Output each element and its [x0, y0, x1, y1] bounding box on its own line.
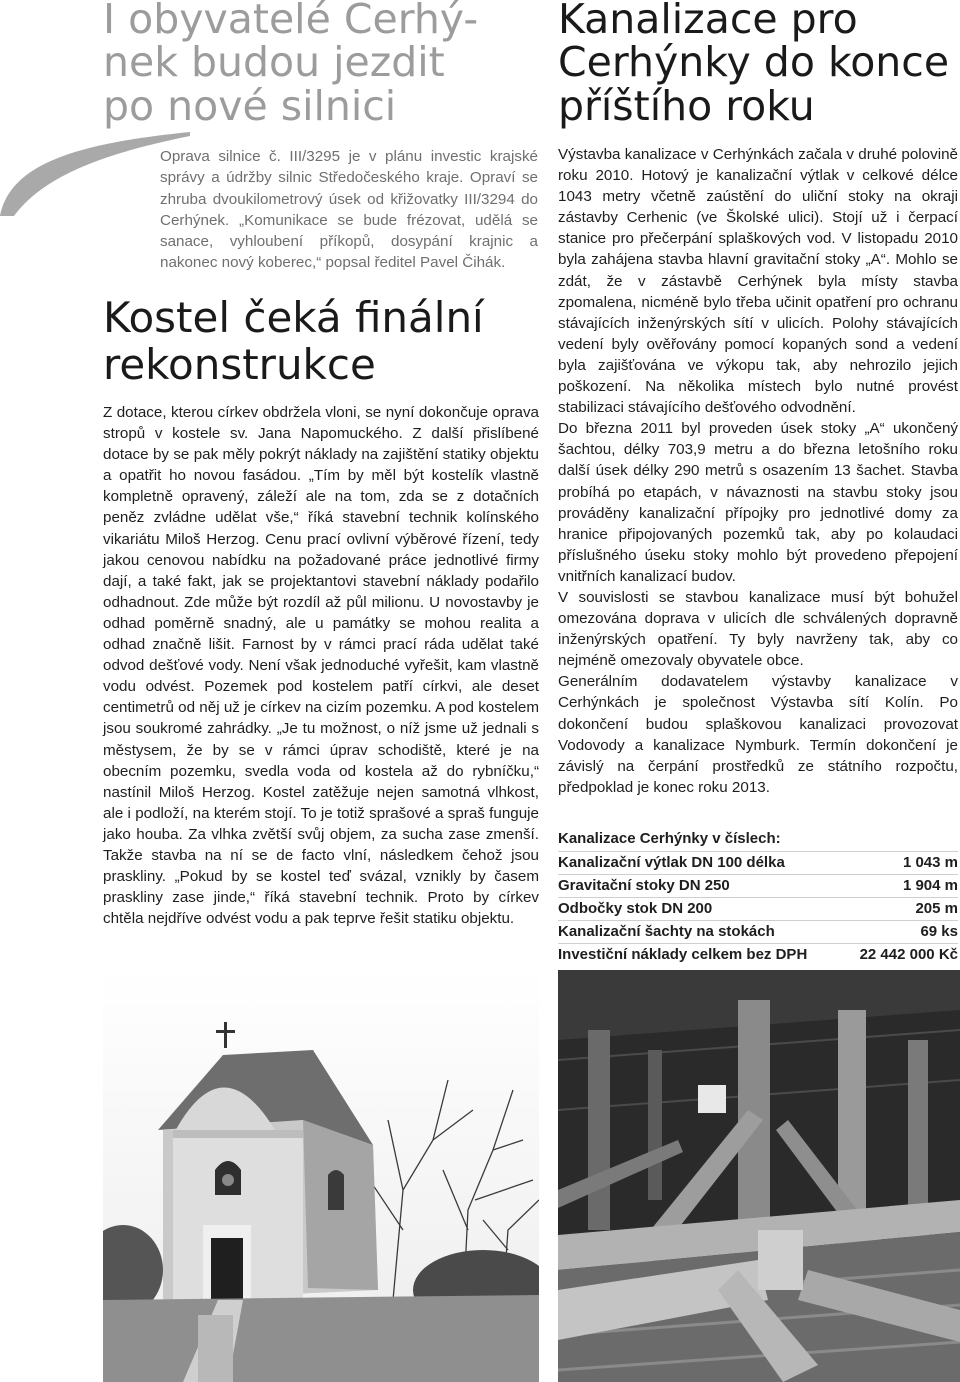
stats-row — [558, 920, 958, 943]
stats-value: 69 ks — [920, 923, 958, 940]
stats-row — [558, 851, 958, 874]
stats-heading: Kanalizace Cerhýnky v číslech: — [558, 830, 781, 847]
paragraph: Výstavba kanalizace v Cerhýnkách začala v druhé polovině roku 2010. Hotový je kanalizační výtlak v celkové délce 1043 metry včetně zaústění do uliční stoky na okraji zástavby Cerhenic (ve Školské ulici). Stojí už i čerpací stanice pro přečerpání splaškových vod. V listopadu 2010 byla zahájena stavba hlavní gravitační stoky „A“. Mohlo se zdát, že v zástavbě Cerhýnek byla místy stavba zpomalena, nicméně bylo třeba učinit opatření pro ochranu stávajících inženýrských sítí v ulicích. Polohy stávajících vedení byly ověřovány pomocí kopaných sond a vedení byla zajišťována ve výkopu tak, aby nehrozilo jejich poškození. Na několika místech bylo nutné provést stabilizaci stávajícího dešťového odvodnění. — [558, 146, 958, 417]
church-article-title — [103, 294, 543, 388]
church-photo — [103, 970, 539, 1382]
sewer-article-body — [558, 144, 958, 798]
paragraph: V souvislosti se stavbou kanalizace musí být bohužel omezována doprava v ulicích dle schválených dopravně inženýrských opatření. Ty byly navrženy tak, aby co nejméně omezovaly obyvatele obce. — [558, 588, 958, 670]
stats-label: Investiční náklady celkem bez DPH — [558, 946, 808, 963]
stats-row — [558, 943, 958, 966]
stats-value: 1 043 m — [902, 854, 958, 871]
title-line: po nové silnici — [103, 81, 397, 130]
stats-label: Gravitační stoky DN 250 — [558, 877, 730, 894]
stats-value: 205 m — [915, 900, 958, 917]
title-line: I obyvatelé Cerhý- — [103, 0, 479, 43]
church-article-body: Z dotace, kterou církev obdržela vloni, se nyní dokončuje oprava stropů v kostele sv. Jana Napomuckého. Z další přislíbené dotace by se pak měly pokrýt náklady na zajištění statiky objektu a opatřit ho novou fasádou. „Tím by měl být kostelík vlastně kompletně opravený, záleží ale na tom, zda se z dotačních peněz zvládne udělat vše,“ říká stavební technik kolínského vikariátu Miloš Herzog. Cenu prací ovlivní výběrové řízení, tedy jakou cenovou nabídku na požadované práce jednotlivé firmy dají, a také fakt, jak se projektantovi stavební náklady podařilo odhadnout. Zde může být rozdíl až půl milionu. U novostavby je odhad poměrně snadný, ale u památky se mohou realita a odhad značně lišit. Farnost by v rámci prací ráda udělat také odvod dešťové vody. Není však jednoduché vyřešit, kam vlastně vodu odvést. Pozemek pod kostelem patří církvi, ale deset centimetrů od něj už je církev na cizím pozemku. A pod kostelem jsou soukromé zahrádky. „Je tu možnost, o níž jsme už jednali s městysem, že by se v rámci úprav schodiště, které je na obecním pozemku, svedla voda od kostela až do rybníčku,“ nastínil Miloš Herzog. Kostel zatěžuje nejen samotná vlhkost, ale i podloží, na kterém stojí. To je totiž sprašové a spraš funguje jako houba. Za vlhka zvětší svůj objem, za sucha zase zmenší. Takže stavba na ní se de facto vlní, následkem čehož jsou praskliny. „Pokud by se kostel teď svázal, vznikly by časem praskliny zase jinde,“ říká stavební technik. Proto by církev chtěla nejdříve odvést vodu a pak teprve řešit statiku objektu. — [103, 404, 539, 928]
title-line: Kostel čeká finální — [103, 293, 484, 342]
stats-label: Kanalizační výtlak DN 100 délka — [558, 854, 785, 871]
sewer-article-title — [558, 0, 958, 128]
stats-row — [558, 897, 958, 920]
church-photo-image — [103, 970, 539, 1382]
stats-label: Kanalizační šachty na stokách — [558, 923, 775, 940]
stats-value: 22 442 000 Kč — [859, 946, 958, 963]
title-line: Cerhýnky do konce — [558, 38, 950, 87]
roof-truss-photo — [558, 970, 960, 1382]
roof-truss-photo-image — [558, 970, 960, 1382]
paragraph: Do března 2011 byl proveden úsek stoky „A“ ukončený šachtou, délky 703,9 metru a do března letošního roku další úsek délky 290 metrů s osazením 13 šachet. Stavba probíhá po etapách, v návaznosti na stavbu stoky jsou prováděny kanalizační přípojky pro jednotlivé domy za hranice připojovaných pozemků tak, aby po kolaudaci příslušného úseku stoky mohlo být provedeno přepojení vnitřních kanalizací budov. — [558, 420, 958, 585]
title-line: rekonstrukce — [103, 340, 376, 390]
sewer-stats-box — [558, 830, 958, 966]
stats-row — [558, 874, 958, 897]
title-line: Kanalizace pro — [558, 0, 858, 43]
roads-article-body: Oprava silnice č. III/3295 je v plánu investic krajské správy a údržby silnic Středočeského kraje. Opraví se zhruba dvoukilometrový úsek od křižovatky III/3294 do Cerhýnek. „Komunikace se bude frézovat, udělá se sanace, vyhloubení příkopů, dosypání krajnic a nakonec nový koberec,“ popsal ředitel Pavel Čihák. — [160, 148, 538, 272]
title-line: nek budou jezdit — [103, 38, 445, 87]
stats-value: 1 904 m — [902, 877, 958, 894]
roads-article-title — [103, 0, 543, 128]
title-line: příštího roku — [558, 81, 815, 130]
paragraph: Generálním dodavatelem výstavby kanalizace v Cerhýnkách je společnost Výstavba sítí Kolín. Po dokončení budou splaškovou kanalizaci provozovat Vodovody a kanalizace Nymburk. Termín dokončení je závislý na čerpání prostředků ze státního rozpočtu, předpoklad je konec roku 2013. — [558, 673, 958, 796]
stats-label: Odbočky stok DN 200 — [558, 900, 713, 917]
